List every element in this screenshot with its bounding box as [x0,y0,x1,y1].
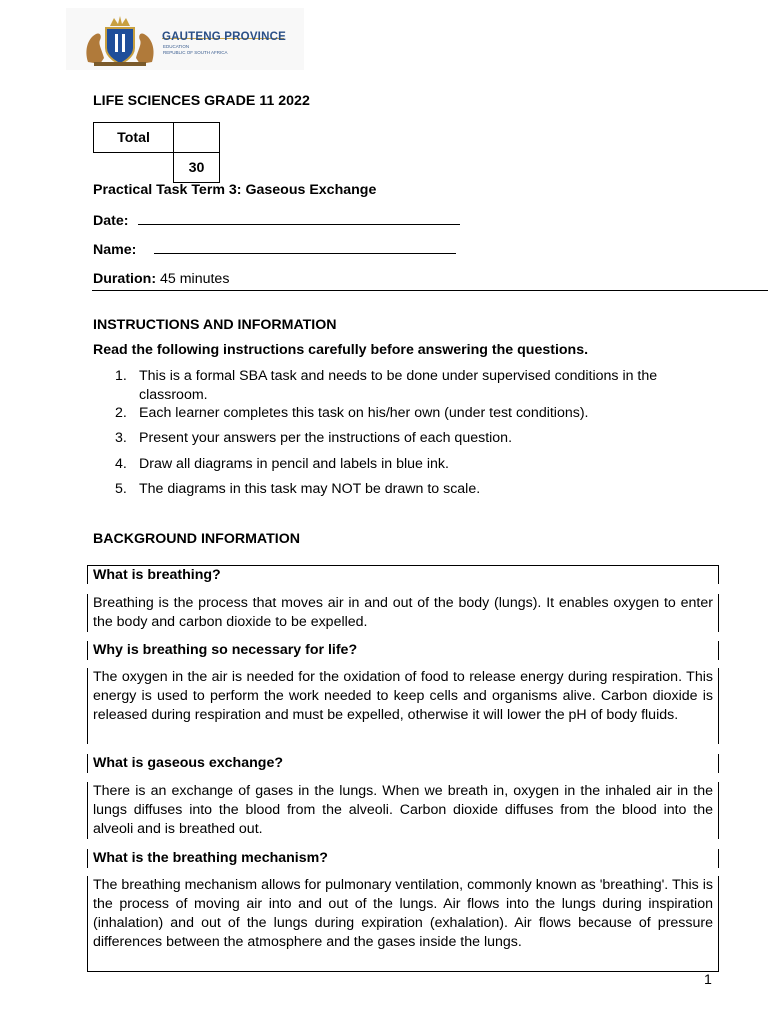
date-label: Date: [93,213,129,229]
answer-box [87,876,719,972]
list-item-number: 5. [115,480,127,497]
list-item-number: 3. [115,430,127,446]
answer-box [87,594,719,632]
question-text: What is breathing? [93,567,221,583]
duration-label: Duration: [93,271,157,287]
list-item-number: 2. [115,405,127,421]
answer-box [87,668,719,744]
answer-text: Breathing is the process that moves air in and out of the body (lungs). It enables oxygen to enter the body and carbon dioxide to be expelled. [93,595,713,630]
answer-text: The breathing mechanism allows for pulmonary ventilation, commonly known as 'breathing'. This is the process of moving air into and out of the lungs. Air flows into the lungs during inspiration (inhalation) and out of the lungs during expiration (exhalation). Air flows because of pressure differences between the atmosphere and the gases inside the lungs. [93,877,713,950]
list-item-text: This is a formal SBA task and needs to be done under supervised conditions in the classroom. [139,368,658,403]
date-field[interactable] [138,210,460,225]
name-row [93,239,456,258]
list-item [93,429,713,455]
list-item-text: Each learner completes this task on his/her own (under test conditions). [139,405,589,421]
date-row [93,210,460,229]
instructions-heading: INSTRUCTIONS AND INFORMATION [93,317,337,333]
question-box [87,641,719,660]
total-empty-cell [173,122,220,153]
question-text: What is gaseous exchange? [93,755,284,771]
background-heading: BACKGROUND INFORMATION [93,531,301,547]
list-item-number: 4. [115,455,127,472]
total-label: Total [117,129,150,146]
instructions-intro: Read the following instructions carefully before answering the questions. [93,342,589,358]
question-text: Why is breathing so necessary for life? [93,642,358,658]
name-label: Name: [93,242,137,258]
instructions-list [93,367,713,505]
page-number: 1 [704,972,712,988]
logo-subtitle-country: REPUBLIC OF SOUTH AFRICA [163,50,228,55]
list-item [93,480,713,505]
question-box [87,565,719,584]
list-item [93,367,713,404]
logo-subtitle-education: EDUCATION [163,44,190,49]
answer-text: The oxygen in the air is needed for the oxidation of food to release energy during respiration. This energy is used to perform the work needed to keep cells and organisms alive. Carbon dioxide is released during respiration and must be expelled, otherwise it will lower the pH of body fluids. [93,669,713,723]
list-item-text: The diagrams in this task may NOT be drawn to scale. [139,480,481,497]
header-divider [92,290,768,291]
logo-title: GAUTENG PROVINCE [162,31,286,43]
total-label-cell [93,122,174,153]
question-text: What is the breathing mechanism? [93,850,328,866]
total-value-cell [173,152,220,183]
list-item-text: Draw all diagrams in pencil and labels in blue ink. [139,455,449,472]
list-item-text: Present your answers per the instructions of each question. [139,430,513,446]
answer-box [87,782,719,839]
subject-title: LIFE SCIENCES GRADE 11 2022 [93,93,310,109]
duration-row [93,271,229,287]
duration-value: 45 minutes [160,271,230,287]
name-field[interactable] [154,239,456,254]
list-item [93,455,713,480]
list-item [93,404,713,429]
coat-of-arms-icon [80,14,160,68]
list-item-number: 1. [115,368,127,384]
question-box [87,754,719,773]
total-value: 30 [188,159,205,176]
answer-text: There is an exchange of gases in the lungs. When we breath in, oxygen in the inhaled air in the lungs diffuses into the blood from the alveoli. Carbon dioxide diffuses from the blood into the alveoli and is breathed out. [93,783,713,837]
task-title: Practical Task Term 3: Gaseous Exchange [93,182,377,198]
question-box [87,849,719,868]
